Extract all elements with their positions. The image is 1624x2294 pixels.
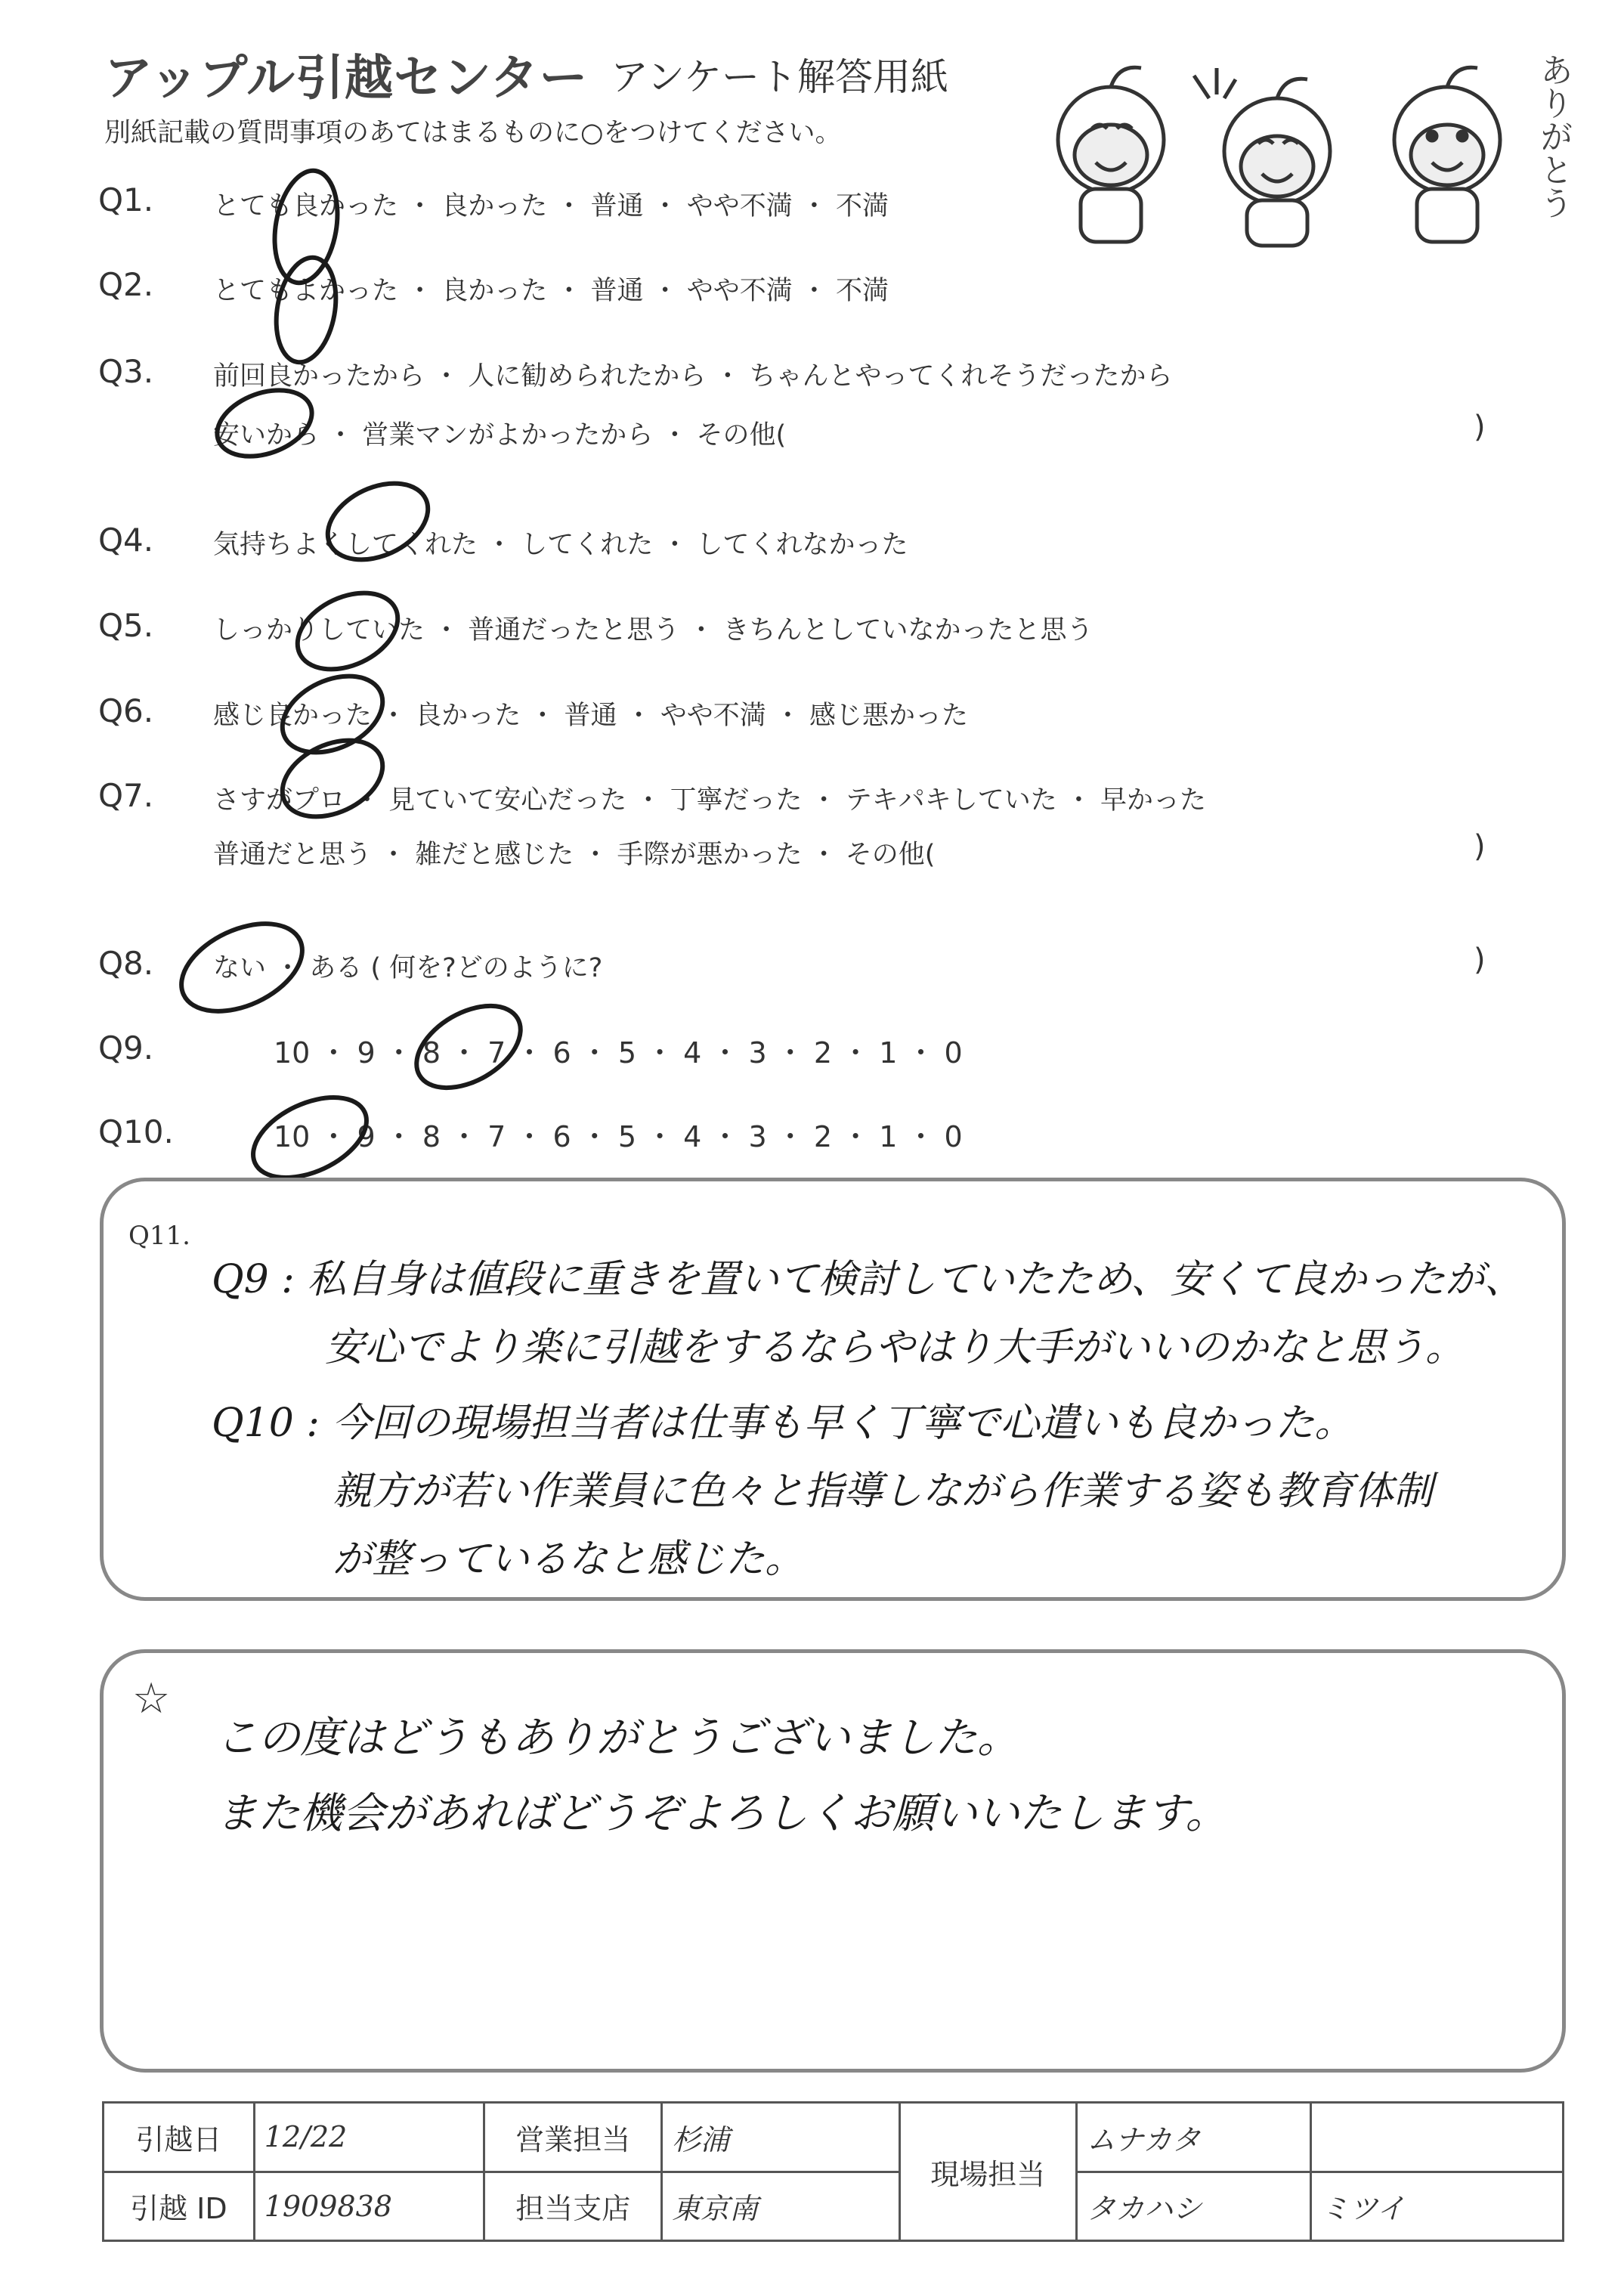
site-staff-label: 現場担当 xyxy=(899,2103,1077,2241)
site-staff-value-empty xyxy=(1310,2103,1563,2172)
q3-options-line1: 前回良かったから ・ 人に勧められたから ・ ちゃんとやってくれそうだったから xyxy=(213,361,1173,392)
move-date-label: 引越日 xyxy=(104,2103,255,2172)
q5-label: Q5. xyxy=(98,607,154,644)
move-id-label: 引越 ID xyxy=(104,2172,255,2241)
q1-circle-mark xyxy=(267,166,346,288)
q8-label: Q8. xyxy=(98,945,154,982)
q8-circle-mark xyxy=(168,906,316,1029)
sales-rep-value: 杉浦 xyxy=(662,2103,899,2172)
site-staff-value-3: ミツイ xyxy=(1310,2172,1563,2241)
q9-label: Q9. xyxy=(98,1029,154,1067)
q2-options: とてもよかった ・ 良かった ・ 普通 ・ やや不満 ・ 不満 xyxy=(213,276,889,306)
q7-options-line2: 普通だと思う ・ 雑だと感じた ・ 手際が悪かった ・ その他( xyxy=(213,840,936,870)
q3-close-paren: ) xyxy=(1474,410,1486,444)
q8-close-paren: ) xyxy=(1474,943,1486,977)
q9-circle-mark xyxy=(403,989,535,1105)
q1-label: Q1. xyxy=(98,181,154,218)
q9-scale: 10 ・ 9 ・ 8 ・ 7 ・ 6 ・ 5 ・ 4 ・ 3 ・ 2 ・ 1 ・ 0 xyxy=(274,1036,963,1070)
q5-circle-mark xyxy=(286,578,410,685)
site-staff-value-1: ムナカタ xyxy=(1077,2103,1310,2172)
q11-comment-line-5: が整っているなと感じた。 xyxy=(333,1537,805,1582)
q11-comment-line-1: Q9 : 私自身は値段に重きを置いて検討していたため、安くて良かったが、 xyxy=(212,1257,1524,1302)
q3-circle-mark xyxy=(208,378,321,469)
q10-label: Q10. xyxy=(98,1113,174,1150)
q5-options: しっかりしていた ・ 普通だったと思う ・ きちんとしていなかったと思う xyxy=(213,615,1093,645)
q3-label: Q3. xyxy=(98,353,154,390)
q7-close-paren: ) xyxy=(1474,829,1486,864)
q11-comment-line-3: Q10 : 今回の現場担当者は仕事も早く丁寧で心遣いも良かった。 xyxy=(212,1401,1354,1446)
q4-label: Q4. xyxy=(98,522,154,559)
q11-comment-line-4: 親方が若い作業員に色々と指導しながら作業する姿も教育体制 xyxy=(333,1469,1434,1514)
sales-rep-label: 営業担当 xyxy=(484,2103,662,2172)
thanks-vertical-text: ありがとう xyxy=(1534,53,1573,219)
q10-scale: 10 ・ 9 ・ 8 ・ 7 ・ 6 ・ 5 ・ 4 ・ 3 ・ 2 ・ 1 ・ 0 xyxy=(274,1120,963,1153)
site-staff-value-2: タカハシ xyxy=(1077,2172,1310,2241)
q2-label: Q2. xyxy=(98,266,154,303)
message-line-1: この度はどうもありがとうございました。 xyxy=(215,1714,1019,1763)
move-id-value: 1909838 xyxy=(254,2172,484,2241)
q8-options: ない ・ ある ( 何を?どのように? xyxy=(213,953,603,983)
q3-options-line2: 安いから ・ 営業マンがよかったから ・ その他( xyxy=(213,420,787,450)
q7-options-line1: さすがプロ ・ 見ていて安心だった ・ 丁寧だった ・ テキパキしていた ・ 早かった xyxy=(213,785,1207,816)
q11-comment-box xyxy=(100,1178,1566,1601)
company-title: アップル引越センター xyxy=(104,51,589,107)
q6-label: Q6. xyxy=(98,692,154,729)
q11-comment-line-2: 安心でより楽に引越をするならやはり大手がいいのかなと思う。 xyxy=(325,1325,1465,1370)
q4-circle-mark xyxy=(316,469,441,575)
star-icon: ☆ xyxy=(132,1674,171,1723)
branch-label: 担当支店 xyxy=(484,2172,662,2241)
q11-label: Q11. xyxy=(128,1221,190,1251)
message-line-2: また機会があればどうぞよろしくお願いいたします。 xyxy=(215,1789,1228,1838)
q7-label: Q7. xyxy=(98,777,154,814)
staff-info-table xyxy=(102,2101,1564,2242)
q6-options: 感じ良かった ・ 良かった ・ 普通 ・ やや不満 ・ 感じ悪かった xyxy=(213,701,969,731)
form-title: アンケート解答用紙 xyxy=(611,55,948,99)
move-date-value: 12/22 xyxy=(254,2103,484,2172)
q4-options: 気持ちよくしてくれた ・ してくれた ・ してくれなかった xyxy=(213,530,908,560)
q1-options: とても良かった ・ 良かった ・ 普通 ・ やや不満 ・ 不満 xyxy=(213,191,889,221)
instruction-text: 別紙記載の質問事項のあてはまるものに○をつけてください。 xyxy=(104,118,842,148)
branch-value: 東京南 xyxy=(662,2172,899,2241)
